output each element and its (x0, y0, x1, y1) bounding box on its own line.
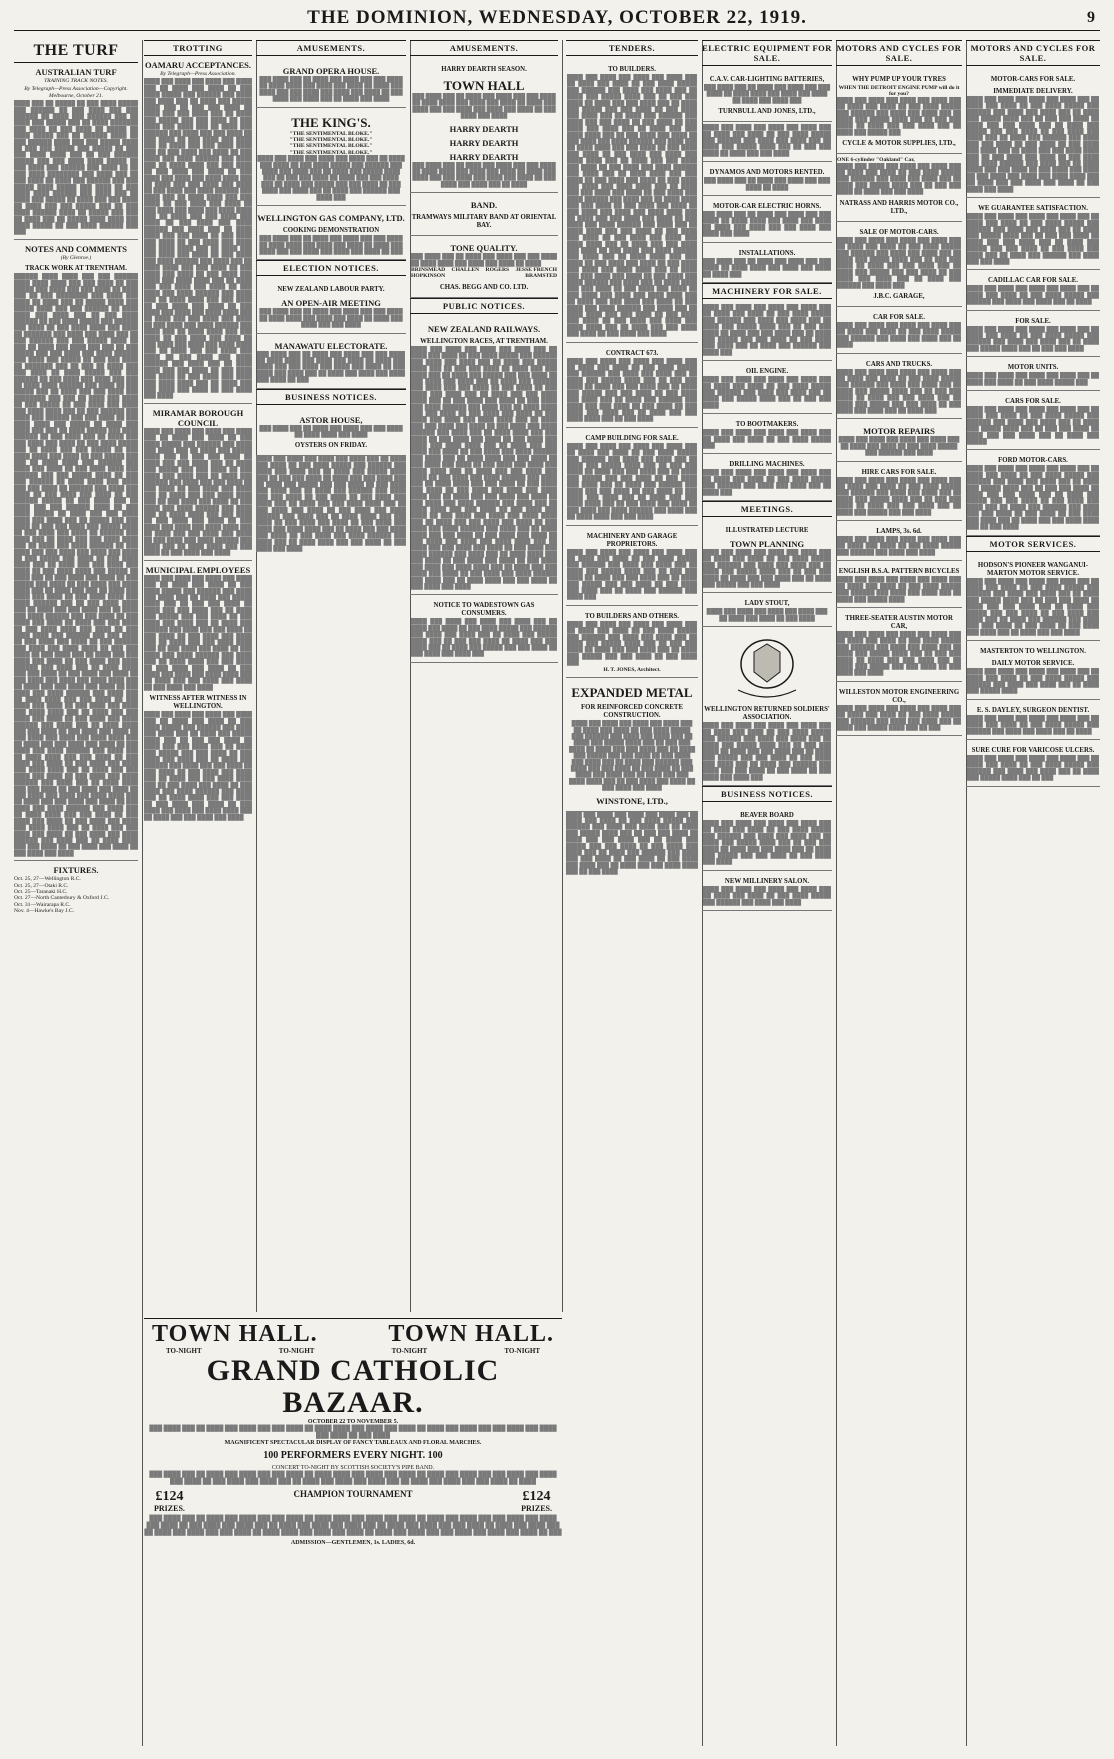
ad-ford: FORD MOTOR-CARS. ████ ███ ████ ███ ████ ███ ████ ███ ██ ████ ███ ████ ██ ███ ████ █████ ███ ██████ ███ ████ ███ ████ ███ ██ ████ ███ █████ ████ ███ ██ ███ ███ ████ ██ ████ ███ ███ ████ ███ ██ ████ ███ █████ ███ ███ ████ ██ ███ ████ ███ ████ ███ ██ ████ ███ ██████ ███ ████ ███ ███ ████ ██ ███ ████ ██ ███ ████ ███ ████ ███ ██ ████ ███ ███ ████ ████ ███ ██ ███ ████ (966, 450, 1100, 535)
ad-cars-for-sale: CARS FOR SALE. ████ ███ ████ ███ ████ ███ ████ ███ ██ ████ ███ ████ ██ ███ ████ █████ ███ ██████ ███ ████ ███ ████ ███ ██ ████ ███ █████ ████ ███ ██ ███ ███ ████ ██ ████ ███ ███ ████ ███ ██ ████ ███ █████ (966, 391, 1100, 450)
masterton-title: MASTERTON TO WELLINGTON. (980, 648, 1086, 656)
turnbull-title: TURNBULL AND JONES, LTD., (718, 108, 816, 116)
season-title: HARRY DEARTH SEASON. (441, 66, 527, 73)
bootmakers-title: TO BOOTMAKERS. (735, 421, 799, 429)
kings-lyric: "THE SENTIMENTAL BLOKE." (289, 149, 373, 156)
trotting-text: ████ ███ ████ ███ ████ ███ ████ ███ ██ ████ ███ ████ ██ ███ ████ █████ ███ ██████ ███ ████ ███ ████ ███ ██ ████ ███ █████ ████ ███ ██ ███ ███ ████ ██ ████ ███ ███ ████ ███ ██ ████ ███ █████ ███ ███ ████ ██ ███ ████ ███ ████ ███ ██ ████ ███ ██████ ███ ████ ███ ███ ████ ██ ███ ████ ██ ███ ████ ███ ████ ███ ██ ████ ███ ███ ████ ████ ███ ██ ███ ████ ███ ████ ██ ███ ████ ███ ████ ██████ ███ ████ ███ ██ ████ ████ ███ ███ ████ ██ ███ ████ ███ ████ ██ ███ ████ ███ ████ ███ ████ ████ ███ ██ ████ ███ ███ ████ ███ ████ ██ ███ ████ ███ ████ ██████ ███ ████ ███ ██ ████ ████ ███ ███ ████ ██ ███ ████ ███ ████ ██ ███ ████ ███ ████ ███ ████ ████ ███ ██ ████ ███ ███ ████ ███ ████ ██ ███ ████ ███ ████ ██████ ███ ████ ███ ██ ████ ████ ███ ███ ████ ██ ███ ████ ███ ████ ██ ███ ████ ███ ████ ███ ████ ████ ███ ██ ████ ███ ███ ████ ███ ████ ██ ███ ████ ███ ████ ██████ ███ ████ ███ ██ ████ ████ ███ ███ ████ ██ ███ ████ ███ ████ ██ ███ ████ ███ ████ ███ ████ ████ ███ ██ ████ ███ ███ ████ ███ ████ ██ ███ ████ ███ ████ ██████ ███ ████ ███ ██ ████ ████ ███ ███ ████ ██ ███ ████ ███ ████ ██ ███ ████ ███ ████ ███ ████ ████ ███ ██ ████ ███ ███ ████ ███ ████ ██ ███ ████ ███ ████ ██████ ███ ████ ███ ██ ████ ████ ███ ███ ████ ██ ███ ████ ███ ████ ██ ███ ████ ███ ████ ███ ████ ████ ███ ██ ████ ███ ███ ████ ███ ████ ██ ███ ████ ███ ████ ██████ ███ ████ ███ ██ ████ ████ ███ ███ ████ ██ ███ ████ ███ ████ ██ ███ ████ ███ ████ ███ ████ ████ ███ ██ ████ ███ ███ ████ ███ ████ ██ ███ ████ ███ ████ (144, 79, 252, 400)
units-title: MOTOR UNITS. (1007, 364, 1059, 372)
willeston-title: WILLESTON MOTOR ENGINEERING CO., (838, 688, 960, 704)
ad-bootmakers: TO BOOTMAKERS. ████ ███ ████ ███ ████ ███ ████ ███ ██ ████ ███ ████ ██ ███ ████ █████ ███ (702, 414, 832, 454)
ad-lecture: ILLUSTRATED LECTURE TOWN PLANNING ████ ███ ████ ███ ████ ███ ████ ███ ██ ████ ███ ████ ██ ███ ████ █████ ███ ██████ ███ ████ ███ ████ ███ ██ ████ ███ █████ ████ ███ ██ ███ ███ ████ ██ ████ ███ ███ ████ ███ ██ ████ ███ █████ ███ ███ ████ (702, 520, 832, 593)
opera-title: GRAND OPERA HOUSE. (282, 66, 380, 76)
ad-opera-house: GRAND OPERA HOUSE. ███ ████ ███ ██ ████ ███ ████ ███ ███ ████ ██ ████ ████ ███ ████ ███ ████ ██ ████ ███ ████ ███ ███ ████ ███ ████ ███ ████ ██ ███ ████ ███ ████ ███ ██ ████ ███ ████ (256, 59, 406, 108)
amusements2-heading: AMUSEMENTS. (410, 40, 558, 56)
turf-section1-sub: TRAINING TRACK NOTES. (44, 78, 108, 84)
bazaar-banner: TOWN HALL. TOWN HALL. TO-NIGHT TO-NIGHT TO-NIGHT TO-NIGHT GRAND CATHOLIC BAZAAR. OCTOBER 22 TO NOVEMBER 5. ███ ████ ███ ██ ████ ███ ████ ███ ███ ████ ██ ████ ████ ███ ████ ███ ████ ██ ████ ███ ████ ███ ███ ████ ███ ████ ███ ████ ██ ███ ████ MAGNIFICENT SPECTACULAR DISPLAY OF FANCY TABLEAUX AND FLORAL MARCHES. 100 PERFORMERS EVERY NIGHT. 100 CONCERT TO-NIGHT BY SCOTTISH SOCIETY'S PIPE BAND. ███ ████ ███ ██ ████ ███ ████ ███ ███ ████ ██ ████ ████ ███ ████ ███ ████ ██ ████ ███ ████ ███ ███ ████ ███ ████ ███ ████ ██ ███ ████ ███ ████ ███ ██ ████ ███ ████ ███ ████ ███ ██ ████ ███ ████ ███ ███ ████ ██ ████ £124 PRIZES. CHAMPION TOURNAMENT £124 PRIZES. ███ ████ ███ ██ ████ ███ ████ ███ ███ ████ ██ ████ ████ ███ ████ ███ ████ ██ ████ ███ ████ ███ ███ ████ ███ ████ ███ ████ ██ ███ ████ ███ ████ ███ ██ ████ ███ ████ ███ ████ ███ ██ ████ ███ ████ ███ ███ ████ ██ ████ ███ ████ ███ ██ ████ ███ ████ ███ ███ ████ ██ ████ ████ ███ ████ ███ ████ ██ ████ ███ ████ ███ ███ ████ ███ ████ ███ ████ ██ ███ ADMISSION—GENTLEMEN, 1s. LADIES, 6d. (144, 1318, 562, 1759)
trotting-byline: By Telegraph—Press Association. (160, 71, 236, 77)
trucks-title: CARS AND TRUCKS. (865, 360, 933, 368)
kings-lyric: "THE SENTIMENTAL BLOKE." (289, 130, 373, 137)
witness-title: WITNESS AFTER WITNESS IN WELLINGTON. (149, 695, 247, 711)
dayley-title: E. S. DAYLEY, SURGEON DENTIST. (976, 706, 1090, 714)
turf-section2-byline: (By Glenroe.) (60, 254, 92, 261)
business-text: ████ ███ ████ ███ ████ ███ ████ ███ ██ ████ ███ ████ ██ ███ ████ █████ ███ ██████ ███ ████ ███ ████ ███ ██ ████ ███ █████ ████ ███ ██ ███ ███ ████ ██ ████ ███ ███ ████ ███ ██ ████ ███ █████ ███ ███ ████ ██ ███ ████ ███ ████ ███ ██ ████ ███ ██████ ███ ████ ███ ███ ████ ██ ███ ████ ██ ███ ████ ███ ████ ███ ██ ████ ███ ███ ████ ████ ███ ██ ███ ████ ███ ████ ██ ███ ████ ███ ████ ██████ ███ ████ ███ ██ ████ ████ ███ ███ ████ ██ ███ ████ ███ ████ ██ ███ ████ ███ ████ ███ ████ ████ ███ ██ ████ ███ ███ ████ ███ ████ ██ ███ ████ ███ ████ ██████ ███ ████ ███ ██ ████ ████ ███ ███ ████ ██ ███ ████ ███ ████ (256, 456, 406, 553)
ad-contract: CONTRACT 673. ████ ███ ████ ███ ████ ███ ████ ███ ██ ████ ███ ████ ██ ███ ████ █████ ███ ██████ ███ ████ ███ ████ ███ ██ ████ ███ █████ ████ ███ ██ ███ ███ ████ ██ ████ ███ ███ ████ ███ ██ ████ ███ █████ ███ ███ ████ ██ ███ ████ ███ ████ ███ ██ ████ ███ ██████ ███ ████ ███ ███ ████ ██ ███ ████ ██ ███ ████ ███ ████ ███ ██ ████ ███ ███ ████ ████ ███ ██ ███ ████ (566, 343, 698, 428)
banner-admission: ADMISSION—GENTLEMEN, 1s. LADIES, 6d. (290, 1540, 416, 1546)
ad-installations: INSTALLATIONS. ███ ████ ███ ██ ████ ███ ████ ███ ███ ████ ██ ████ ████ ███ ████ ███ ████ ██ ████ ███ (702, 243, 832, 283)
fixtures-title: FIXTURES. (53, 865, 99, 876)
races-title: WELLINGTON RACES, AT TRENTHAM. (420, 337, 548, 345)
fixture-item: Oct. 25, 27—Wellington R.C. (14, 876, 81, 883)
masthead (14, 6, 1100, 31)
ad-dentist: E. S. DAYLEY, SURGEON DENTIST. ████ ███ ████ ███ ████ ███ ████ ███ ██ ████ ███ ████ ██ ███ ████ █████ ███ ██████ ███ ████ ███ ████ ███ ██ ████ (966, 700, 1100, 740)
ad-builders-others: TO BUILDERS AND OTHERS. ████ ███ ████ ███ ████ ███ ████ ███ ██ ████ ███ ████ ██ ███ ████ █████ ███ ██████ ███ ████ ███ ████ ███ ██ ████ ███ █████ ████ ███ ██ ███ ███ ████ ██ ████ ███ ███ ████ ███ ██ ████ ███ █████ ███ ███ ████ ██ ███ ████ ███ H. T. JONES, Architect. (566, 606, 698, 678)
electrical-heading: ELECTRIC EQUIPMENT FOR SALE. (702, 40, 832, 66)
ad-railways: NEW ZEALAND RAILWAYS. WELLINGTON RACES, AT TRENTHAM. ████ ███ ████ ███ ████ ███ ████ ███ ██ ████ ███ ████ ██ ███ ████ █████ ███ ██████ ███ ████ ███ ████ ███ ██ ████ ███ █████ ████ ███ ██ ███ ███ ████ ██ ████ ███ ███ ████ ███ ██ ████ ███ █████ ███ ███ ████ ██ ███ ████ ███ ████ ███ ██ ████ ███ ██████ ███ ████ ███ ███ ████ ██ ███ ████ ██ ███ ████ ███ ████ ███ ██ ████ ███ ███ ████ ████ ███ ██ ███ ████ ███ ████ ██ ███ ████ ███ ████ ██████ ███ ████ ███ ██ ████ ████ ███ ███ ████ ██ ███ ████ ███ ████ ██ ███ ████ ███ ████ ███ ████ ████ ███ ██ ████ ███ ███ ████ ███ ████ ██ ███ ████ ███ ████ ██████ ███ ████ ███ ██ ████ ████ ███ ███ ████ ██ ███ ████ ███ ████ ██ ███ ████ ███ ████ ███ ████ ████ ███ ██ ████ ███ ███ ████ ███ ████ ██ ███ ████ ███ ████ ██████ ███ ████ ███ ██ ████ ████ ███ ███ ████ ██ ███ ████ ███ ████ ██ ███ ████ ███ ████ ███ ████ ████ ███ ██ ████ ███ ███ ████ ███ ████ ██ ███ ████ ███ ████ ██████ ███ ████ ███ ██ ████ ████ ███ ███ ████ ██ ███ ████ ███ ████ ██ ███ ████ ███ ████ ███ ████ ████ ███ ██ ████ ███ ███ ████ ███ ████ ██ ███ ████ ███ ████ ██████ ███ ████ ███ ██ ████ ████ ███ ███ ████ ██ ███ ████ ███ ████ ██ ███ ████ ███ ████ ███ ████ ████ ███ ██ ████ ███ ███ ████ ███ ████ ██ ███ ████ ███ ████ ██████ ███ ████ ███ ██ ████ ████ ███ ███ ████ ██ ███ ████ ███ ████ ██ ███ ████ ███ ████ ███ ████ ████ ███ ██ ████ ███ ███ ████ ███ ████ ██ ███ ████ ███ ████ ██████ ███ ████ ███ ██ ████ ████ ███ ███ ████ ██ ███ ████ ███ ████ ██ ███ ████ ███ ████ ███ ████ ████ ███ ██ ████ ███ ███ ████ ███ ████ ██ ███ ████ ███ ████ ██████ ███ ████ ███ ██ ████ ████ ███ ███ ████ ██ ███ ████ ███ ████ (410, 317, 558, 595)
ad-car-for-sale: CAR FOR SALE. ████ ███ ████ ███ ████ ███ ████ ███ ██ ████ ███ ████ ██ ███ ████ █████ ███ ██████ ███ ████ ███ ████ ███ ██ ████ (836, 307, 962, 354)
installations-title: INSTALLATIONS. (738, 249, 796, 257)
fixture-item: Oct. 27—North Canterbury & Oxford J.C. (14, 895, 110, 902)
daily-title: DAILY MOTOR SERVICE. (991, 660, 1075, 668)
tramways-title: TRAMWAYS MILITARY BAND AT ORIENTAL BAY. (411, 214, 557, 230)
reinforce-title: FOR REINFORCED CONCRETE CONSTRUCTION. (581, 704, 683, 720)
page-number: 9 (1087, 9, 1096, 26)
ad-drilling: DRILLING MACHINES. ████ ███ ████ ███ ████ ███ ████ ███ ██ ████ ███ ████ ██ ███ ████ █████ ███ ██████ ███ ████ ███ ████ ███ ██ ████ ███ (702, 454, 832, 501)
meeting-title: AN OPEN-AIR MEETING (281, 298, 381, 309)
turf-heading: THE TURF (14, 40, 138, 63)
piano-brand: JESSE FRENCH (515, 267, 557, 274)
fixtures-list (14, 876, 138, 914)
builders2-title: TO BUILDERS AND OTHERS. (585, 612, 679, 620)
ad-pianos: TONE QUALITY. ███ ████ ███ ██ ████ ███ ████ ███ ███ ████ ██ ████ ████ ███ ████ ███ ████ ██ ████ BRINSMEAD CHALLEN ROGERS JESSE FRENCH HOPKINSON BRAMSTED CHAS. BEGG AND CO. LTD. (410, 236, 558, 298)
begg-title: CHAS. BEGG AND CO. LTD. (439, 283, 529, 291)
rail-title: NEW ZEALAND RAILWAYS. (427, 323, 541, 334)
turf-section2-title: NOTES AND COMMENTS (24, 243, 127, 254)
ad-willeston: WILLESTON MOTOR ENGINEERING CO., ████ ███ ████ ███ ████ ███ ████ ███ ██ ████ ███ ████ ██ ███ ████ █████ ███ ██████ ███ ████ ███ ████ ███ ██ ████ ███ █████ ████ ███ ██ ███ (836, 682, 962, 737)
gas-co-title: WELLINGTON GAS COMPANY, LTD. (257, 213, 405, 224)
ad-rental: ████ ███ ████ ███ ████ ███ ████ ███ ██ ████ ███ ████ ██ ███ ████ █████ ███ ██████ ███ ████ ███ ████ ███ ██ ████ ███ █████ ████ ███ ██ ███ ███ ████ ██ ████ ███ ███ ████ (702, 122, 832, 162)
ad-manawatu: MANAWATU ELECTORATE. ███ ████ ███ ██ ████ ███ ████ ███ ███ ████ ██ ████ ████ ███ ████ ███ ████ ██ ████ ███ ████ ███ ███ ████ ███ ████ ███ ████ ██ ███ ████ ███ ████ ███ ██ ████ ███ ████ ███ ████ ███ ████ ██ ███ (256, 334, 406, 389)
business-notices-heading: BUSINESS NOTICES. (702, 786, 832, 802)
beaver-title: BEAVER BOARD (740, 811, 794, 819)
camp-title: CAMP BUILDING FOR SALE. (585, 434, 679, 442)
ad-wrsa: WELLINGTON RETURNED SOLDIERS' ASSOCIATION. ████ ███ ████ ███ ████ ███ ████ ███ ██ ████ ███ ████ ██ ███ ████ █████ ███ ██████ ███ ████ ███ ████ ███ ██ ████ ███ █████ ████ ███ ██ ███ ███ ████ ██ ████ ███ ███ ████ ███ ██ ████ ███ █████ ███ ███ ████ ██ ███ ████ ███ ████ ███ ██ ████ ███ ██████ ███ ████ ███ ███ ████ ██ ███ ████ ██ ███ ████ ███ ████ ███ (702, 627, 832, 786)
expanded-title: EXPANDED METAL (571, 685, 693, 701)
turf-article1-text: ████ ███ ██ █████ ██ ███ ████ █████ ███ ██████ ██ ███ ████ ███ ███ ██████ ██ ████ ███ ██████ ███ ██ ████ ███ █████ ███ ██ ████ ███████ ███ ████ ██ ███ ████ ██ █████ ██ ████ █████ ███ ██ ██████ ████ ██ ███ ██████ ████ ███ ███ █████ ████ ██ ███ ███ █████ ███ █████ ██ ███ ███ ████ ████ ███ ██ ███ ██████ █████ ███ ███ ████ ████ █████ ██ ███ ████ ███ ██████ ███ ████ ██ ██ ███ ████ ████████ ███ ████ ███ ██ ███ ████ ██ ████ ███ ██████ ███ ███ █████ ████ █████ ███ ████ ██ ███ ████ ████ ██████ ███ ████ ███ ██ ████ ███ █████ ██ ████ ███ ███ ████ ██ ████ ███ ███ █████ ███ ██ ███ ████ ██████ ████ ██ █████ ███ ███ ██ ████ ███ ██ █████ ████ ████ ███ ████ █████ ██ ███ ████ ██████ ███ ███ (14, 101, 138, 236)
banner-pipe: CONCERT TO-NIGHT BY SCOTTISH SOCIETY'S PIPE BAND. (271, 1465, 435, 1471)
ad-gas-company: WELLINGTON GAS COMPANY, LTD. COOKING DEMONSTRATION ███ ████ ███ ██ ████ ███ ████ ███ ███ ████ ██ ████ ████ ███ ████ ███ ████ ██ ████ ███ ████ ███ ███ ████ ███ ████ ███ ████ ██ ███ (256, 206, 406, 260)
ad-hire-cars: HIRE CARS FOR SALE. ████ ███ ████ ███ ████ ███ ████ ███ ██ ████ ███ ████ ██ ███ ████ █████ ███ ██████ ███ ████ ███ ████ ███ ██ ████ ███ █████ ████ ███ ██ ███ ███ ████ ██ ████ ███ ███ ████ ███ ██ ████ ███ █████ ███ ███ ████ (836, 462, 962, 521)
prize-right-amount: £124 (522, 1489, 551, 1504)
oysters-title: OYSTERS ON FRIDAY. (294, 442, 368, 450)
miramar-text: ████ ███ ████ ███ ████ ███ ████ ███ ██ ████ ███ ████ ██ ███ ████ █████ ███ ██████ ███ ████ ███ ████ ███ ██ ████ ███ █████ ████ ███ ██ ███ ███ ████ ██ ████ ███ ███ ████ ███ ██ ████ ███ █████ ███ ███ ████ ██ ███ ████ ███ ████ ███ ██ ████ ███ ██████ ███ ████ ███ ███ ████ ██ ███ ████ ██ ███ ████ ███ ████ ███ ██ ████ ███ ███ ████ ████ ███ ██ ███ ████ ███ ████ ██ ███ ████ ███ ████ ██████ ███ ████ ███ ██ ████ ████ ███ ███ ████ ██ ███ ████ ███ ████ ██ ███ ████ ███ ████ ███ ████ ████ ███ ██ ████ ███ ███ ████ ███ ████ ██ ███ ████ ███ ████ ██████ ███ ████ ███ ██ ████ ████ ███ ███ ████ ██ ███ ████ ███ ████ (144, 428, 252, 557)
hodson-title: HODSON'S PIONEER WANGANUI-MARTON MOTOR SERVICE. (977, 561, 1089, 577)
astor-title: ASTOR HOUSE, (299, 414, 363, 425)
fixture-item: Nov. 4—Hawke's Bay J.C. (14, 908, 74, 915)
turf-section1-byline: By Telegraph—Press Association—Copyright. Melbourne, October 21. (24, 86, 128, 99)
tenders-tail-text: ████ ███ ████ ███ ████ ███ ████ ███ ██ ████ ███ ████ ██ ███ ████ █████ ███ ██████ ███ ████ ███ ████ ███ ██ ████ ███ █████ ████ ███ ██ ███ ███ ████ ██ ████ ███ ███ ████ ███ ██ ████ ███ █████ ███ ███ ████ ██ ███ ████ ███ ████ ███ ██ ████ ███ ██████ ███ ████ ███ ███ ████ ██ ███ ████ ██ ███ ████ ███ ████ ███ ██ ████ ███ ███ ████ ████ ███ ██ ███ ████ (566, 811, 698, 876)
ad-lamps: LAMPS, 3s. 6d. ████ ███ ████ ███ ████ ███ ████ ███ ██ ████ ███ ████ ██ ███ ████ █████ ███ ██████ ███ ████ ███ ████ (836, 521, 962, 561)
election-heading: ELECTION NOTICES. (256, 260, 406, 276)
wadestown-title: NOTICE TO WADESTOWN GAS CONSUMERS. (433, 602, 535, 618)
motor-repairs-title: MOTOR REPAIRS (863, 426, 935, 437)
trotting-heading: TROTTING (144, 40, 252, 56)
ad-motor-repairs: MOTOR REPAIRS ████ ███ ████ ███ ████ ███ ████ ███ ██ ████ ███ ████ ██ ███ ████ █████ ███ ██████ ███ ████ (836, 419, 962, 461)
lamps-title: LAMPS, 3s. 6d. (876, 528, 922, 536)
ad-astor: ASTOR HOUSE, ███ ████ ███ ██ ████ ███ ████ ███ ███ ████ ██ ████ ████ ███ ████ OYSTERS ON FRIDAY. (256, 408, 406, 457)
english-title: ENGLISH B.S.A. PATTERN BICYCLES (838, 568, 960, 576)
gas-demo-title: COOKING DEMONSTRATION (282, 227, 380, 235)
tone-title: TONE QUALITY. (450, 243, 518, 254)
banner-tonight: TO-NIGHT (166, 1347, 202, 1355)
dearth-name: HARRY DEARTH (449, 123, 519, 134)
car-for-sale-title: CAR FOR SALE. (873, 313, 925, 321)
ad-lady-stout: LADY STOUT, ████ ███ ████ ███ ████ ███ ████ ███ ██ ████ ███ ████ ██ ███ ████ (702, 593, 832, 627)
garage-title: J.B.C. GARAGE, (873, 292, 925, 300)
turf-section1-title: AUSTRALIAN TURF (35, 67, 117, 77)
meetings-heading: MEETINGS. (702, 501, 832, 517)
piano-brand: BRAMSTED (525, 273, 557, 280)
amusements1-heading: AMUSEMENTS. (256, 40, 406, 56)
turf-section2-sub: TRACK WORK AT TRENTHAM. (25, 265, 127, 273)
ad-cadillac: CADILLAC CAR FOR SALE. ████ ███ ████ ███ ████ ███ ████ ███ ██ ████ ███ ████ ██ ███ ████ █████ ███ ██████ ███ ████ ███ ████ ███ ██ ████ (966, 270, 1100, 310)
millinery-title: NEW MILLINERY SALON. (724, 877, 810, 885)
prize-left-amount: £124 (155, 1489, 184, 1504)
banner-sub: MAGNIFICENT SPECTACULAR DISPLAY OF FANCY TABLEAUX AND FLORAL MARCHES. (224, 1440, 482, 1446)
motor-services-heading: MOTOR SERVICES. (966, 536, 1100, 552)
varicose-title: SURE CURE FOR VARICOSE ULCERS. (971, 747, 1095, 754)
banner-performers: 100 PERFORMERS EVERY NIGHT. 100 (263, 1450, 443, 1461)
ad-builders: TO BUILDERS. ████ ███ ████ ███ ████ ███ ████ ███ ██ ████ ███ ████ ██ ███ ████ █████ ███ ██████ ███ ████ ███ ████ ███ ██ ████ ███ █████ ████ ███ ██ ███ ███ ████ ██ ████ ███ ███ ████ ███ ██ ████ ███ █████ ███ ███ ████ ██ ███ ████ ███ ████ ███ ██ ████ ███ ██████ ███ ████ ███ ███ ████ ██ ███ ████ ██ ███ ████ ███ ████ ███ ██ ████ ███ ███ ████ ████ ███ ██ ███ ████ ███ ████ ██ ███ ████ ███ ████ ██████ ███ ████ ███ ██ ████ ████ ███ ███ ████ ██ ███ ████ ███ ████ ██ ███ ████ ███ ████ ███ ████ ████ ███ ██ ████ ███ ███ ████ ███ ████ ██ ███ ████ ███ ████ ██████ ███ ████ ███ ██ ████ ████ ███ ███ ████ ██ ███ ████ ███ ████ ██ ███ ████ ███ ████ ███ ████ ████ ███ ██ ████ ███ ███ ████ ███ ████ ██ ███ ████ ███ ████ ██████ ███ ████ ███ ██ ████ ████ ███ ███ ████ ██ ███ ████ ███ ████ ██ ███ ████ ███ ████ ███ ████ ████ ███ ██ ████ ███ ███ ████ ███ ████ ██ ███ ████ ███ ████ ██████ ███ ████ ███ ██ ████ ████ ███ ███ ████ ██ ███ ████ ███ ████ ██ ███ ████ ███ ████ ███ ████ ████ ███ ██ ████ ███ ███ ████ ███ ████ ██ ███ ████ ███ ████ ██████ ███ ████ ███ ██ ████ ████ ███ ███ ████ ██ ███ ████ ███ ████ ██ ███ ████ ███ ████ ███ ████ ████ ███ ██ ████ ███ ███ ████ ███ ████ ██ ███ ████ ███ ████ ██████ ███ ████ ███ ██ ████ ████ ███ ███ ████ ██ ███ ████ ███ ████ ██ ███ ████ ███ ████ ███ ████ ████ ███ ██ ████ ███ ███ ████ ███ ████ ██ ███ ████ ███ ████ ██████ ███ ████ ███ ██ ████ ████ ███ ███ ████ ██ ███ ████ ███ ████ ██ ███ ████ ███ ████ ███ ████ ████ ███ ██ ████ ███ ███ ████ ███ ████ ██ ███ ████ ███ ████ (566, 59, 698, 343)
banner-dates: OCTOBER 22 TO NOVEMBER 5. (307, 1419, 399, 1425)
fixture-item: Oct. 25, 27—Otaki R.C. (14, 882, 69, 889)
piano-brand: BRINSMEAD (411, 267, 446, 274)
ad-cav: C.A.V. CAR-LIGHTING BATTERIES, ███ ████ ███ ██ ████ ███ ████ ███ ███ ████ ██ ████ ████ ███ ████ ███ ████ ██ ████ ███ ████ ███ TURNBULL AND JONES, LTD., (702, 69, 832, 122)
ad-dearth-season: HARRY DEARTH SEASON. TOWN HALL ███ ████ ███ ██ ████ ███ ████ ███ ███ ████ ██ ████ ████ ███ ████ ███ ████ ██ ████ ███ ████ ███ ███ ████ ███ ████ ███ ████ ██ ███ ████ ███ ████ HARRY DEARTH HARRY DEARTH HARRY DEARTH ███ ████ ███ ██ ████ ███ ████ ███ ███ ████ ██ ████ ████ ███ ████ ███ ████ ██ ████ ███ ████ ███ ███ ████ ███ ████ ███ ████ ██ ███ ████ ███ ████ ███ ██ ████ (410, 59, 558, 193)
kings-lyric: "THE SENTIMENTAL BLOKE." (289, 137, 373, 144)
ad-varicose: SURE CURE FOR VARICOSE ULCERS. ████ ███ ████ ███ ████ ███ ████ ███ ██ ████ ███ ████ ██ ███ ████ █████ ███ ██████ ███ ████ ███ ████ ███ ██ ████ ███ █████ ████ ███ ██ ███ (966, 740, 1100, 787)
banner-prizes (144, 1486, 562, 1516)
banner-tonight: TO-NIGHT (504, 1347, 540, 1355)
cars-sale-title: CARS FOR SALE. (1005, 398, 1061, 405)
column-amusements-2 (410, 40, 563, 1312)
rsa-crest-icon (724, 632, 810, 702)
ad-camp: CAMP BUILDING FOR SALE. ████ ███ ████ ███ ████ ███ ████ ███ ██ ████ ███ ████ ██ ███ ████ █████ ███ ██████ ███ ████ ███ ████ ███ ██ ████ ███ █████ ████ ███ ██ ███ ███ ████ ██ ████ ███ ███ ████ ███ ██ ████ ███ █████ ███ ███ ████ ██ ███ ████ ███ ████ ███ ██ ████ ███ ██████ ███ ████ ███ ███ ████ ██ ███ ████ ██ ███ ████ ███ ████ ███ ██ ████ ███ ███ ████ ████ ███ ██ ███ ████ ███ ████ ██ ███ ████ ███ ████ ██████ ███ ████ ███ ██ ████ ████ ███ ███ ████ (566, 428, 698, 526)
trotting-title: OAMARU ACCEPTANCES. (144, 60, 252, 70)
column-electrical (702, 40, 837, 1746)
business-heading: BUSINESS NOTICES. (256, 389, 406, 405)
dearth-name: HARRY DEARTH (449, 137, 519, 148)
kings-title: THE KING'S. (291, 114, 371, 130)
column-amusements-1 (256, 40, 411, 1312)
ad-beaver-board: BEAVER BOARD ████ ███ ████ ███ ████ ███ ████ ███ ██ ████ ███ ████ ██ ███ ████ █████ ███ ██████ ███ ████ ███ ████ ███ ██ ████ ███ █████ ████ ███ ██ ███ ███ ████ ██ ████ ███ ███ ████ ███ ██ ████ ███ █████ ███ ███ ████ ██ ███ ████ ███ ████ (702, 805, 832, 871)
banner-tourney: CHAMPION TOURNAMENT (293, 1489, 413, 1499)
cav-title: C.A.V. CAR-LIGHTING BATTERIES, (709, 76, 825, 83)
ad-wadestown-gas: NOTICE TO WADESTOWN GAS CONSUMERS. ████ ███ ████ ███ ████ ███ ████ ███ ██ ████ ███ ████ ██ ███ ████ █████ ███ ██████ ███ ████ ███ ████ ███ ██ ████ ███ █████ ████ ███ ██ ███ ███ ████ ██ ████ ███ ███ ████ ███ ██ ████ ███ █████ ███ ███ ████ ██ ███ ████ ███ ████ ███ (410, 595, 558, 662)
piano-brand: ROGERS (485, 267, 510, 274)
immediate-title: IMMEDIATE DELIVERY. (993, 88, 1073, 95)
tenders-heading: TENDERS. (566, 40, 698, 56)
kings-lyric: "THE SENTIMENTAL BLOKE." (289, 143, 373, 150)
ad-tyre-pump: WHY PUMP UP YOUR TYRES WHEN THE DETROIT ENGINE PUMP will do it for you? ████ ███ ████ ███ ████ ███ ████ ███ ██ ████ ███ ████ ██ ███ ████ █████ ███ ██████ ███ ████ ███ ████ ███ ██ ████ ███ █████ ████ ███ ██ ███ ███ ████ ██ ████ ███ ███ ████ ███ ██ ████ ███ █████ ███ CYCLE & MOTOR SUPPLIES, LTD., (836, 69, 962, 154)
horns-title: MOTOR-CAR ELECTRIC HORNS. (712, 203, 822, 211)
miramar-title: MIRAMAR BOROUGH COUNCIL (152, 407, 244, 428)
ad-labour: NEW ZEALAND LABOUR PARTY. AN OPEN-AIR MEETING ███ ████ ███ ██ ████ ███ ████ ███ ███ ████ ██ ████ ████ ███ ████ ███ ████ ██ ████ ███ ████ ███ ███ ████ (256, 279, 406, 333)
municipal-text: ████ ███ ████ ███ ████ ███ ████ ███ ██ ████ ███ ████ ██ ███ ████ █████ ███ ██████ ███ ████ ███ ████ ███ ██ ████ ███ █████ ████ ███ ██ ███ ███ ████ ██ ████ ███ ███ ████ ███ ██ ████ ███ █████ ███ ███ ████ ██ ███ ████ ███ ████ ███ ██ ████ ███ ██████ ███ ████ ███ ███ ████ ██ ███ ████ ██ ███ ████ ███ ████ ███ ██ ████ ███ ███ ████ ████ ███ ██ ███ ████ ███ ████ ██ ███ ████ ███ ████ ██████ ███ ████ ███ ██ ████ ████ ███ ███ ████ ██ ███ ████ ███ ████ ██ ███ ████ ███ ████ ███ ████ ████ ███ ██ ████ ███ ███ ████ ███ ████ ██ ███ ████ ███ ████ (144, 575, 252, 691)
dynamos-title: DYNAMOS AND MOTORS RENTED. (709, 169, 825, 177)
ad-millinery: NEW MILLINERY SALON. ████ ███ ████ ███ ████ ███ ████ ███ ██ ████ ███ ████ ██ ███ ████ █████ ███ ██████ ███ ████ ███ ████ (702, 871, 832, 911)
ad-motor-cars-sale: MOTOR-CARS FOR SALE. IMMEDIATE DELIVERY. ████ ███ ████ ███ ████ ███ ████ ███ ██ ████ ███ ████ ██ ███ ████ █████ ███ ██████ ███ ████ ███ ████ ███ ██ ████ ███ █████ ████ ███ ██ ███ ███ ████ ██ ████ ███ ███ ████ ███ ██ ████ ███ █████ ███ ███ ████ ██ ███ ████ ███ ████ ███ ██ ████ ███ ██████ ███ ████ ███ ███ ████ ██ ███ ████ ██ ███ ████ ███ ████ ███ ██ ████ ███ ███ ████ ████ ███ ██ ███ ████ ███ ████ ██ ███ ████ ███ ████ ██████ ███ ████ ███ ██ ████ ████ ███ ███ ████ ██ ███ ████ ███ ████ ██ ███ ████ ███ ████ ███ ████ ████ ███ ██ ████ ███ ███ ████ ███ ████ ██ ███ ████ ███ ████ (966, 69, 1100, 198)
machinery-title: MACHINERY AND GARAGE PROPRIETORS. (586, 532, 678, 548)
ad-austin: THREE-SEATER AUSTIN MOTOR CAR, ████ ███ ████ ███ ████ ███ ████ ███ ██ ████ ███ ████ ██ ███ ████ █████ ███ ██████ ███ ████ ███ ████ ███ ██ ████ ███ █████ ████ ███ ██ ███ ███ ████ ██ ████ ███ ███ ████ ███ ██ ████ ███ █████ ███ ███ ████ ██ ███ ████ ███ ████ (836, 608, 962, 682)
ad-dynamos: DYNAMOS AND MOTORS RENTED. ███ ████ ███ ██ ████ ███ ████ ███ ███ ████ ██ ████ (702, 162, 832, 196)
column-turf (14, 40, 143, 1746)
oil-title: OIL ENGINE. (745, 368, 789, 376)
ad-expanded-metal: EXPANDED METAL FOR REINFORCED CONCRETE CONSTRUCTION. ████ ███ ████ ███ ████ ███ ████ ███ ██ ████ ███ ████ ██ ███ ████ █████ ███ ██████ ███ ████ ███ ████ ███ ██ ████ ███ █████ ████ ███ ██ ███ ███ ████ ██ ████ ███ ███ ████ ███ ██ ████ ███ █████ ███ ███ ████ ██ ███ ████ ███ ████ ███ ██ ████ ███ ██████ ███ ████ ███ ███ ████ ██ ███ ████ ██ ███ ████ ███ ████ ███ ██ ████ ███ ███ ████ ████ ███ ██ ███ ████ ███ ████ ██ ███ ████ ███ ████ WINSTONE, LTD., (566, 678, 698, 811)
for-sale-title: FOR SALE. (1015, 317, 1051, 325)
piano-brands (411, 267, 557, 280)
hire-title: HIRE CARS FOR SALE. (861, 468, 937, 476)
wrsa-title: WELLINGTON RETURNED SOLDIERS' ASSOCIATION. (704, 706, 830, 722)
masthead-title: THE DOMINION, WEDNESDAY, OCTOBER 22, 1919. (307, 7, 807, 28)
guarantee-title: WE GUARANTEE SATISFACTION. (978, 205, 1088, 213)
column-tenders (566, 40, 703, 1746)
ad-cars-trucks: CARS AND TRUCKS. ████ ███ ████ ███ ████ ███ ████ ███ ██ ████ ███ ████ ██ ███ ████ █████ ███ ██████ ███ ████ ███ ████ ███ ██ ████ ███ █████ ████ ███ ██ ███ ███ ████ ██ ████ ███ ███ ████ ███ ██ ████ ███ █████ ███ ███ ████ ██ ███ ████ ███ ████ ███ ██ ████ ███ (836, 354, 962, 420)
sale-title: SALE OF MOTOR-CARS. (859, 228, 939, 236)
piano-brand: HOPKINSON (411, 273, 446, 280)
ad-machinery-garage: MACHINERY AND GARAGE PROPRIETORS. ████ ███ ████ ███ ████ ███ ████ ███ ██ ████ ███ ████ ██ ███ ████ █████ ███ ██████ ███ ████ ███ ████ ███ ██ ████ ███ █████ ████ ███ ██ ███ ███ ████ ██ ████ ███ ███ ████ ███ ██ ████ ███ █████ ███ ███ ████ ██ ███ ████ ███ ████ ███ ██ ████ ███ ██████ ███ ████ ███ (566, 526, 698, 606)
band-title: BAND. (470, 200, 498, 211)
fixture-item: Oct. 25—Taranaki H.C. (14, 888, 68, 895)
jones-name: H. T. JONES, Architect. (603, 666, 661, 673)
motors2-sale-title: MOTOR-CARS FOR SALE. (990, 76, 1076, 83)
drilling-title: DRILLING MACHINES. (729, 461, 805, 469)
banner-tonight: TO-NIGHT (278, 1347, 315, 1355)
ad-kings: THE KING'S. "THE SENTIMENTAL BLOKE." "THE SENTIMENTAL BLOKE." "THE SENTIMENTAL BLOKE." "THE SENTIMENTAL BLOKE." ████ ███ ████ ███ ████ ███ ████ ███ ██ ████ ███ ████ ██ ███ ████ █████ ███ ██████ ███ ████ ███ ████ ███ ██ ████ ███ █████ ████ ███ ██ ███ ███ ████ ██ ████ ███ ███ ████ ███ ██ ████ ███ █████ ███ ███ ████ ██ ███ ████ ███ ████ ███ ██ ████ ███ ██████ ███ ████ ███ (256, 108, 406, 206)
contract-title: CONTRACT 673. (605, 349, 659, 357)
ad-for-sale: FOR SALE. ████ ███ ████ ███ ████ ███ ████ ███ ██ ████ ███ ████ ██ ███ ████ █████ ███ ██████ ███ ████ ███ ████ ███ ██ ████ ███ █████ ████ ███ ██ ███ ███ ████ (966, 311, 1100, 358)
municipal-title: MUNICIPAL EMPLOYEES (145, 564, 251, 575)
ad-guarantee: WE GUARANTEE SATISFACTION. ████ ███ ████ ███ ████ ███ ████ ███ ██ ████ ███ ████ ██ ███ ████ █████ ███ ██████ ███ ████ ███ ████ ███ ██ ████ ███ █████ ████ ███ ██ ███ ███ ████ ██ ████ ███ ███ ████ ███ ██ ████ ███ █████ ███ ███ ████ ██ ███ ████ ███ ████ ███ ██ ████ ███ ██████ ███ ████ ███ ███ ████ (966, 198, 1100, 270)
ad-sale-motor-cars: SALE OF MOTOR-CARS. ████ ███ ████ ███ ████ ███ ████ ███ ██ ████ ███ ████ ██ ███ ████ █████ ███ ██████ ███ ████ ███ ████ ███ ██ ████ ███ █████ ████ ███ ██ ███ ███ ████ ██ ████ ███ ███ ████ ███ ██ ████ ███ █████ ███ ███ ████ ██ ███ ████ ███ ████ ███ ██ ████ ███ ██████ ███ ████ ███ J.B.C. GARAGE, (836, 222, 962, 307)
public-heading: PUBLIC NOTICES. (410, 298, 558, 314)
natrass-title: NATRASS AND HARRIS MOTOR CO., LTD., (839, 199, 959, 215)
townhall-title: TOWN HALL (443, 78, 525, 93)
motors1-heading: MOTORS AND CYCLES FOR SALE. (836, 40, 962, 66)
builders-title: TO BUILDERS. (608, 66, 656, 73)
cadillac-title: CADILLAC CAR FOR SALE. (988, 277, 1078, 285)
oakland-title: ONE 6-cylinder "Oakland" Car, (837, 157, 915, 164)
winstone-name: WINSTONE, LTD., (596, 795, 668, 806)
dearth-name: HARRY DEARTH (449, 151, 519, 162)
lecture-title: ILLUSTRATED LECTURE (725, 527, 809, 535)
ad-horns: MOTOR-CAR ELECTRIC HORNS. ███ ████ ███ ██ ████ ███ ████ ███ ███ ████ ██ ████ ████ ███ ████ ███ ████ ██ ████ ███ ████ ███ ███ ████ ███ ████ ███ ████ (702, 196, 832, 243)
banner-tonight: TO-NIGHT (391, 1347, 428, 1355)
ad-hodson: HODSON'S PIONEER WANGANUI-MARTON MOTOR SERVICE. ████ ███ ████ ███ ████ ███ ████ ███ ██ ████ ███ ████ ██ ███ ████ █████ ███ ██████ ███ ████ ███ ████ ███ ██ ████ ███ █████ ████ ███ ██ ███ ███ ████ ██ ████ ███ ███ ████ ███ ██ ████ ███ █████ ███ ███ ████ ██ ███ ████ ███ ████ ███ ██ ████ ███ ██████ ███ ████ ███ ███ ████ ██ ███ ████ ██ ███ ████ ███ ████ ███ ██ ████ ███ ███ ████ (966, 555, 1100, 642)
planning-title: TOWN PLANNING (729, 539, 805, 550)
ad-oakland: ONE 6-cylinder "Oakland" Car, ████ ███ ████ ███ ████ ███ ████ ███ ██ ████ ███ ████ ██ ███ ████ █████ ███ ██████ ███ ████ ███ ████ ███ ██ ████ ███ █████ ████ ███ ██ ███ ███ ████ ██ ████ ███ ███ ████ NATRASS AND HARRIS MOTOR CO., LTD., (836, 154, 962, 221)
prize-left-label: PRIZES. (154, 1504, 185, 1513)
column-motors-2 (966, 40, 1100, 1746)
luncheon-title: LADY STOUT, (744, 600, 790, 608)
ad-band (410, 193, 558, 236)
labour-title: NEW ZEALAND LABOUR PARTY. (277, 286, 385, 294)
ad-oil-engine: OIL ENGINE. ████ ███ ████ ███ ████ ███ ████ ███ ██ ████ ███ ████ ██ ███ ████ █████ ███ ██████ ███ ████ ███ ████ ███ ██ ████ ███ █████ ████ ███ ██ ███ ███ ████ (702, 361, 832, 414)
manawatu-title: MANAWATU ELECTORATE. (274, 340, 388, 351)
ad-machinery: ████ ███ ████ ███ ████ ███ ████ ███ ██ ████ ███ ████ ██ ███ ████ █████ ███ ██████ ███ ████ ███ ████ ███ ██ ████ ███ █████ ████ ███ ██ ███ ███ ████ ██ ████ ███ ███ ████ ███ ██ ████ ███ █████ ███ ███ ████ ██ ███ ████ ███ ████ ███ ██ ████ ███ ██████ ███ ████ ███ (702, 302, 832, 361)
machinery-sale-heading: MACHINERY FOR SALE. (702, 283, 832, 299)
banner-hall-left: TOWN HALL. (152, 1321, 318, 1347)
piano-brand: CHALLEN (451, 267, 480, 274)
dunlop-text: WHEN THE DETROIT ENGINE PUMP will do it for you? (838, 85, 960, 98)
ad-masterton: MASTERTON TO WELLINGTON. DAILY MOTOR SERVICE. ████ ███ ████ ███ ████ ███ ████ ███ ██ ████ ███ ████ ██ ███ ████ █████ ███ ██████ ███ ████ ███ ████ ███ ██ ████ ███ █████ ████ (966, 641, 1100, 700)
tyres-title: WHY PUMP UP YOUR TYRES (852, 76, 946, 83)
banner-hall-right: TOWN HALL. (388, 1321, 554, 1347)
ad-motor-units: MOTOR UNITS. ████ ███ ████ ███ ████ ███ ████ ███ ██ ████ ███ ████ ██ ███ ████ █████ ███ (966, 357, 1100, 391)
cycle-title: CYCLE & MOTOR SUPPLIES, LTD., (842, 140, 956, 148)
witness-text: ████ ███ ████ ███ ████ ███ ████ ███ ██ ████ ███ ████ ██ ███ ████ █████ ███ ██████ ███ ████ ███ ████ ███ ██ ████ ███ █████ ████ ███ ██ ███ ███ ████ ██ ████ ███ ███ ████ ███ ██ ████ ███ █████ ███ ███ ████ ██ ███ ████ ███ ████ ███ ██ ████ ███ ██████ ███ ████ ███ ███ ████ ██ ███ ████ ██ ███ ████ ███ ████ ███ ██ ████ ███ ███ ████ ████ ███ ██ ███ ████ ███ ████ ██ ███ ████ ███ ████ ██████ ███ ████ ███ ██ ████ ████ ███ ███ ████ ██ ███ ████ ███ ████ ██ ███ ████ ███ ████ ███ ████ ████ ███ ██ ████ ███ ███ ████ ███ ████ (144, 712, 252, 821)
austin-title: THREE-SEATER AUSTIN MOTOR CAR, (845, 614, 953, 630)
column-motors-1 (836, 40, 967, 1746)
column-trotting (144, 40, 257, 1312)
ford-title: FORD MOTOR-CARS. (998, 457, 1068, 465)
prize-right-label: PRIZES. (521, 1504, 552, 1513)
turf-article2-text: ██████ ████ ████ ███ ███ ██████ ████ ████ ████ ███ ███ ████ ██ ███ █████ ███ ████ ███ ███ ████ ██ ████ ███ ██ ███ ████████ ███ ████ ███ ████ ██ ████ ███ ██ █████ ████ ███ █████ ████ ███ ███ ██████ ██ ████ ████ ███ ████ ███ ██ ███ ████ ██████ ██ ███ ████ █████ ███ ██████ ███ ████ ██ ███ ████ ████ ███ ████ ██ ███████ ███ ████ ███ ████ ███ ██ ███ ██████ ███ ███ █████ ████ ██ ███ ██ ████ ███ ████ ███ ███ ██ ███ █████ ███ ███ ████ ███ ████ ██████ ███ ████ ███ █████ ██ ███ ███ ████ ██ ███████ ███ ██ ███ ██ ████ ███ ███ ████ ██ ████ █████ ███ ███ ██████ ██ ███ ████ ███ ████ ███ ███ ██ ████ ████ ██████ ███ ████ ██ ███ █████ ███ ██ ████ ███ ███ ████ ███ ████████ ███ ███ ██ ████ ███ ████ ██ ███ █████ ██ ███ ████ ███ ████ ███ ████ ████ ███ ██ ███ ██████ ███ ████ ███ ██████ ███ ███ ████ ██ ███ ████ ████ ███ █████ ██ ████ ███ ████ ███ ███ ██ ████ █████ ███ ████ ██████ ██ ███ ████ ███ ██ ████ ███ ███ ████ ███ ████ ██ ███ ████ █████ ███ ██ ████ ███ ███ █████ ██ ███ ████ ████ ███ ████ ██ ███ █████ ███ ███ ██ ████ ████ ███ ██████ ███ ████ ███ ████ ██ ███ ████ ████ ███ ██████ ███ ███ █████ ████ ██ ███ ███ ██████ ██ ████ ████ ███ ████ ███ ███ ████ ██ ██████ ███ ████ ███ ████ ██ ███ ████ ███ ████ ██ ███ ██████ █████ ██ ███ ████ ███ ██ ████ ███ ███ ██████ ████ ██ ███ ████ █████ ██ ████ ███ ███ ████ ████ ███ ████ ███ ██ █████ ███ ███ ████ ██ ███ ███ ████ ███ █████ ████ ██ ███ ████ ███ ████ ██ ██████ ███ ████ ███ ██ ████ ███ ███ ████ ████ ███ ██ ████ ███ ████ ██████ ██ ███ ████ ███ ███ ████ ███ ████ ███ ████ ██ ███ █████ ███ ████ ██ ███ ████ ████ ███ ██ ████ ███ ███ ████ ███ ████ ██ ███ ████ ████ ███ █████ ██ ████ ███ ██ ███ ████ ███ ████ ██ ███ █████ ███ ████ ██ ███ ████ ███ ████ ████ ███ ██ ████ ███ ███ ██ ████ ███ ████ ███ ████ ██ ███ ████ ████ ███ ████ ██████ ███ ██ ███ ████ ████ ███ ██ ████ ███ ███ ████ ███ ██ ████ ███ ████ ██████ ███ ███ ████ ██ ███ ████ ███ ████ ██ ████ ███ ███ ████ ██ ███ ████ ████ ███ ████ ██ ███ ████ ████ ███ ██████ ███ ███ ████ ██ ███ ████ ███ ████ ██ ███ ██████ ███ ████ ███ ████ ████ ██ ███ ███ ████ ██ ███ ████ ███ ██ ████ ███ ███ ████ ███ ████ ██ ███ ████ ███ ████ ██████ ███ ████ ███ ██ ████ ████ ███ ███ ████ ██ ███ ████ ███ ████ ██ ███ ████ ███ ████ ███ ████ ████ ███ ██ ████ ███ ███ ████ ███ ████ ██ ███ ████ ███ ████ ██████ ███ ████ ███ ██ ████ ████ ███ ███ ████ ██ ███ ████ ███ ████ ██ ███ ████ ███ ████ ███ ████ ████ ███ ██ ████ ███ ███ ████ ███ ████ ██ ███ ████ ███ ████ ██████ ███ ████ ███ ██ ████ ████ ███ ███ ████ ██ ███ ████ ███ ████ ██ ███ ████ ███ ████ ███ ████ ████ ███ ██ ████ ███ ███ ████ ███ ████ ██ ███ ████ ███ ████ ██████ ███ ████ ███ ██ ████ ████ ███ ███ ████ ██ ███ ████ ███ ████ ██ ███ ████ ███ ████ ███ ████ ████ ███ ██ ████ ███ ███ ████ ███ ████ ██ ███ ████ ███ ████ ██████ ███ ████ ███ ██ ████ ████ ███ ███ ████ ██ ███ ████ ███ ████ ██ ███ ████ ███ ████ ███ ████ ████ ███ ██ ████ ███ ███ ████ ███ ████ ██ ███ ████ ███ ████ ██████ ███ ████ ███ ██ ████ ████ ███ ███ ████ ██ ███ ████ ███ ████ ██ ███ ████ ███ ████ ███ ████ ████ ███ ██ ████ ███ ███ ████ ███ ████ ██ ███ ████ ███ ████ ██████ ███ ████ ███ ██ ████ ████ ███ ███ ████ ██ ███ ████ ███ ████ ██ ███ ████ ███ ████ (14, 274, 138, 857)
motors2-heading: MOTORS AND CYCLES FOR SALE. (966, 40, 1100, 66)
fixture-item: Oct. 31—Wairarapa R.C. (14, 901, 71, 908)
ad-bsa-bicycles: ENGLISH B.S.A. PATTERN BICYCLES ████ ███ ████ ███ ████ ███ ████ ███ ██ ████ ███ ████ ██ ███ ████ █████ ███ ██████ ███ ████ ███ ████ ███ ██ ████ ███ █████ ████ (836, 561, 962, 608)
banner-title: GRAND CATHOLIC BAZAAR. (206, 1354, 500, 1419)
